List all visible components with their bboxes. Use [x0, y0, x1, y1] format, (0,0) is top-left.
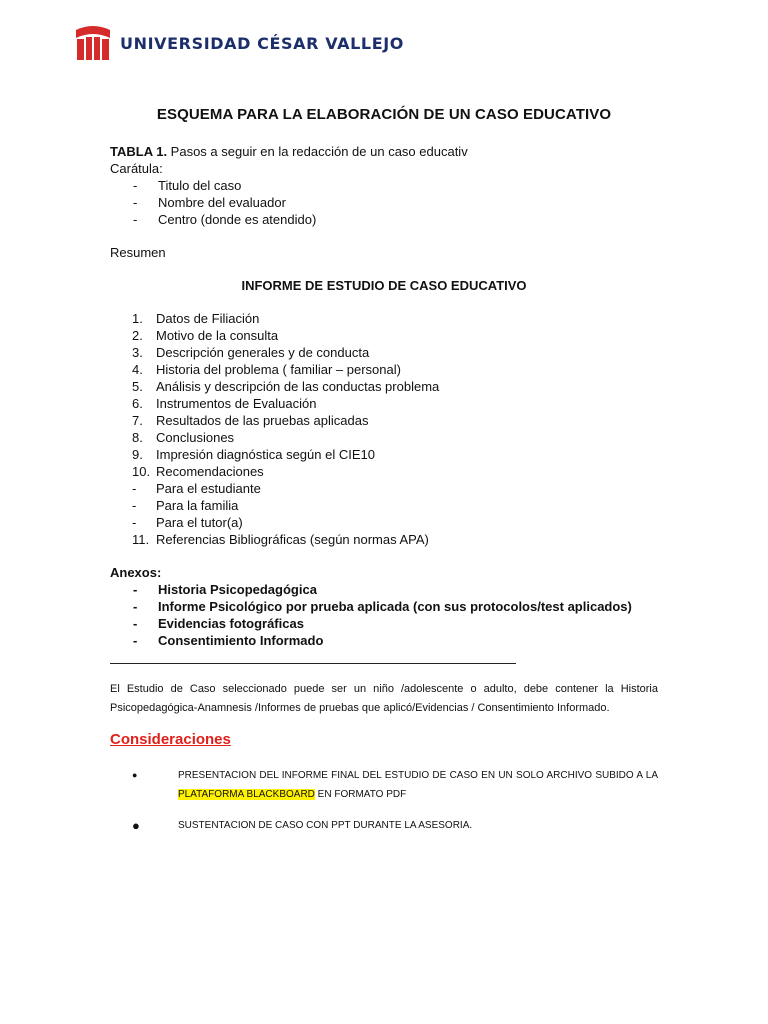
- consideracion-text-start: PRESENTACION DEL INFORME FINAL DEL ESTUDIO DE CASO EN UN SOLO ARCHIVO SUBIDO A LA: [178, 770, 658, 781]
- consideracion-item: [110, 816, 658, 835]
- list-marker: -: [133, 212, 138, 227]
- list-item-text: Titulo del caso: [158, 178, 242, 193]
- list-item-text: Impresión diagnóstica según el CIE10: [156, 447, 375, 462]
- list-item: [110, 361, 658, 378]
- list-item-text: Nombre del evaluador: [158, 195, 286, 210]
- list-marker: -: [133, 178, 138, 193]
- list-item-text: Para el tutor(a): [156, 515, 243, 530]
- list-marker: -: [133, 616, 138, 631]
- list-marker: -: [132, 481, 137, 496]
- list-item: [110, 429, 658, 446]
- bullet-icon: ●: [132, 770, 138, 780]
- list-item: [110, 632, 658, 649]
- list-marker: 11.: [132, 532, 150, 547]
- list-item: [110, 327, 658, 344]
- list-marker: 4.: [132, 362, 143, 377]
- consideracion-item: [110, 766, 658, 804]
- list-item: [110, 615, 658, 632]
- anexos-list: [110, 581, 658, 649]
- list-item: [110, 497, 658, 514]
- list-item-text: Análisis y descripción de las conductas problema: [156, 379, 440, 394]
- list-item: [110, 194, 658, 211]
- list-marker: 10.: [132, 464, 151, 479]
- list-marker: 7.: [132, 413, 143, 428]
- list-marker: 8.: [132, 430, 143, 445]
- list-item-text: Instrumentos de Evaluación: [156, 396, 317, 411]
- list-item-text: Informe Psicológico por prueba aplicada (con sus protocolos/test aplicados): [158, 599, 632, 614]
- list-item: [110, 211, 658, 228]
- list-marker: -: [132, 498, 137, 513]
- anexos-label: Anexos:: [110, 565, 162, 580]
- list-marker: 3.: [132, 345, 143, 360]
- list-item: [110, 412, 658, 429]
- consideraciones-heading: Consideraciones: [110, 731, 231, 748]
- list-item-text: Centro (donde es atendido): [158, 212, 317, 227]
- list-item-text: Historia del problema ( familiar – personal): [156, 362, 401, 377]
- list-item: [110, 395, 658, 412]
- list-item: [110, 344, 658, 361]
- list-item: [110, 514, 658, 531]
- list-item-text: Conclusiones: [156, 430, 235, 445]
- list-item-text: Datos de Filiación: [156, 311, 260, 326]
- list-item: [110, 531, 658, 548]
- list-marker: -: [133, 599, 138, 614]
- list-item-text: Consentimiento Informado: [158, 633, 324, 648]
- list-item-text: Para el estudiante: [156, 481, 261, 496]
- list-marker: 2.: [132, 328, 143, 343]
- document-title: ESQUEMA PARA LA ELABORACIÓN DE UN CASO EDUCATIVO: [156, 106, 612, 123]
- list-marker: -: [132, 515, 137, 530]
- tabla-label: TABLA 1.: [110, 144, 168, 159]
- consideracion-text: [178, 766, 658, 804]
- resumen-label: Resumen: [110, 245, 166, 260]
- document-body: [110, 143, 658, 835]
- list-item: [110, 446, 658, 463]
- list-marker: 6.: [132, 396, 143, 411]
- consideracion-text: SUSTENTACION DE CASO CON PPT DURANTE LA ASESORIA.: [178, 820, 473, 831]
- list-item: [110, 463, 658, 480]
- list-item: [110, 310, 658, 327]
- list-marker: 1.: [132, 311, 143, 326]
- university-logo: [74, 24, 404, 62]
- university-name: UNIVERSIDAD CÉSAR VALLEJO: [120, 33, 404, 53]
- caratula-label: Carátula:: [110, 161, 163, 176]
- list-item: [110, 581, 658, 598]
- tabla-caption: [110, 143, 658, 160]
- case-paragraph: El Estudio de Caso seleccionado puede ser un niño /adolescente o adulto, debe contener la Historia Psicopedagógica-Anamnesis /Informes de pruebas que aplicó/Evidencias / Consentimiento Informado.: [110, 683, 658, 714]
- informe-heading: INFORME DE ESTUDIO DE CASO EDUCATIVO: [241, 278, 527, 293]
- list-marker: -: [133, 633, 138, 648]
- list-marker: -: [133, 195, 138, 210]
- ucv-shield-icon: [74, 24, 112, 62]
- list-item: [110, 378, 658, 395]
- highlighted-platform: PLATAFORMA BLACKBOARD: [178, 789, 315, 800]
- list-item: [110, 598, 658, 615]
- caratula-list: [110, 177, 658, 228]
- consideracion-text-end: EN FORMATO PDF: [314, 789, 407, 800]
- bullet-icon: ●: [132, 818, 140, 833]
- list-item-text: Descripción generales y de conducta: [156, 345, 370, 360]
- list-item-text: Historia Psicopedagógica: [158, 582, 317, 597]
- list-item-text: Referencias Bibliográficas (según normas APA): [156, 532, 429, 547]
- list-item-text: Resultados de las pruebas aplicadas: [156, 413, 369, 428]
- informe-list: [110, 310, 658, 548]
- list-item-text: Recomendaciones: [156, 464, 264, 479]
- list-marker: 5.: [132, 379, 143, 394]
- list-marker: 9.: [132, 447, 143, 462]
- separator-line: [110, 663, 516, 664]
- list-item: [110, 177, 658, 194]
- list-item-text: Motivo de la consulta: [156, 328, 279, 343]
- list-marker: -: [133, 582, 138, 597]
- list-item-text: Evidencias fotográficas: [158, 616, 304, 631]
- tabla-text: Pasos a seguir en la redacción de un caso educativ: [167, 144, 468, 159]
- list-item: [110, 480, 658, 497]
- list-item-text: Para la familia: [156, 498, 239, 513]
